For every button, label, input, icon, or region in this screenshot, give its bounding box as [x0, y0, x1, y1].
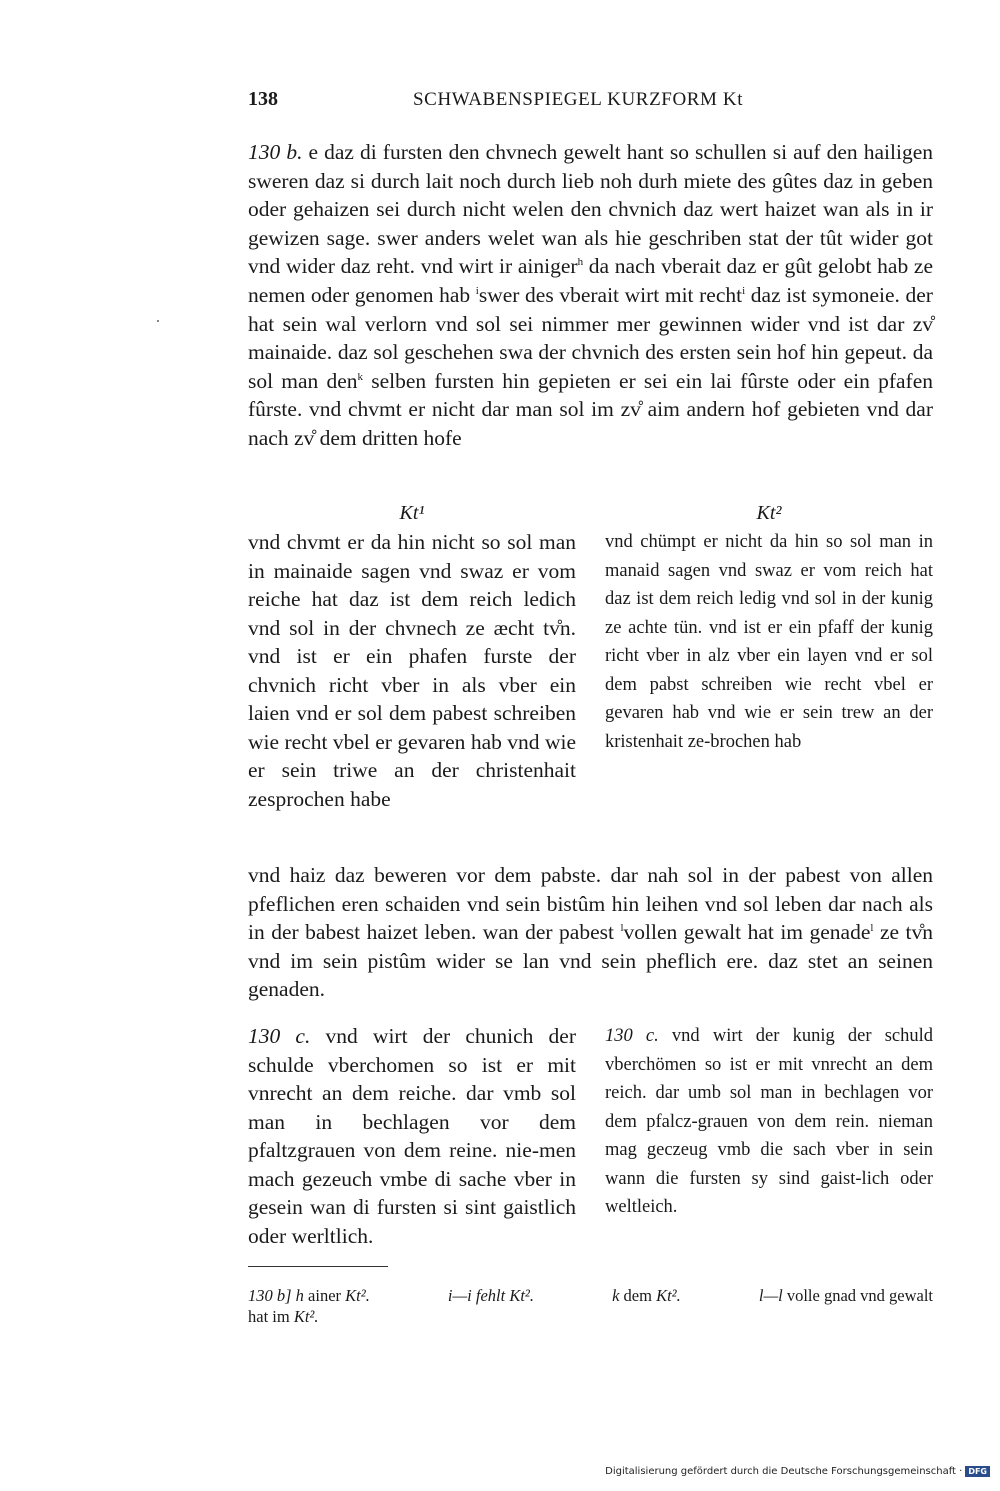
paragraph-text: daz ist symoneie. der hat sein wal verlorn vnd sol sei nimmer mer gewinnen wider vnd ist dar zv̊ mainaide. daz sol geschehen swa der chvnich des ersten sein hof hin gepeut. da sol man den [248, 282, 933, 393]
paragraph-text: swer des vberait wirt mit recht [478, 282, 743, 307]
footnote-h [248, 1285, 370, 1306]
column-text-130c-kt2 [605, 1022, 933, 1222]
footnote-text: ainer [303, 1286, 346, 1305]
running-title: SCHWABENSPIEGEL KURZFORM Kt [413, 89, 744, 110]
digitization-credit [605, 1466, 990, 1477]
paragraph-text: vollen gewalt hat im genade [623, 920, 871, 945]
siglum: Kt². [293, 1307, 319, 1326]
credit-text: Digitalisierung gefördert durch die Deutsche Forschungsgemeinschaft · [605, 1466, 963, 1477]
paragraph-text: e daz di fursten den chvnech gewelt hant so schullen si auf den hailigen sweren daz si durch lait noch durch lieb noh durh miete des gûtes daz in geben oder gehaizen sei durch nicht welen den chvnich daz wert haizet wan als in ir gewizen sage. swer anders welet wan als hie geschriben stat der tût wider got vnd wider daz reht. vnd wirt ir ainiger [248, 140, 933, 279]
footnote-rule [248, 1266, 388, 1267]
paragraph-text: da nach vberait daz er gût gelobt hab ze nemen oder genomen hab [248, 254, 933, 307]
page-header [248, 88, 933, 118]
footnote-ref: k [612, 1286, 620, 1305]
column-kt1 [248, 498, 576, 813]
column-heading-kt1: Kt¹ [399, 502, 425, 524]
footnote-text: volle gnad vnd gewalt [782, 1286, 933, 1305]
footnote-marker: k [357, 370, 364, 383]
footnote-text: dem [619, 1286, 657, 1305]
footnote-ref: l—l [758, 1286, 783, 1305]
footnotes [248, 1285, 933, 1327]
footnote-marker: i [742, 284, 746, 297]
footnote-ref: 130 b] h [248, 1286, 304, 1305]
dfg-logo: DFG [965, 1466, 990, 1477]
section-ref: 130 c. [605, 1026, 659, 1046]
paragraph-continuation [248, 861, 933, 1004]
footnote-l [759, 1285, 933, 1306]
footnote-marker: h [577, 256, 584, 269]
footnote-line [248, 1306, 933, 1327]
paragraph-130b [248, 138, 933, 453]
paragraph-text: ze tv̊n vnd im sein pistûm wider se lan vnd sein pheflich ere. daz stet an seinen genaden. [248, 920, 934, 1002]
page [248, 88, 934, 1326]
column-kt2 [605, 498, 933, 813]
footnote-marker: i [475, 284, 479, 297]
section-ref: 130 b. [248, 140, 303, 164]
siglum: Kt². [345, 1286, 370, 1305]
column-text: vnd wirt der kunig der schuld vberchömen so ist er mit vnrecht an dem reich. dar umb sol man in bechlagen vor dem pfalcz-grauen von dem rein. nieman mag geczeug vmb die sach vber in sein wann die fursten sy sind gaist-lich oder weltleich. [605, 1026, 933, 1217]
parallel-columns-2 [248, 1022, 933, 1250]
parallel-columns-1 [248, 498, 933, 813]
section-ref: 130 c. [248, 1024, 311, 1048]
column-text-kt2: vnd chümpt er nicht da hin so sol man in manaid sagen vnd swaz er vom reich hat daz ist dem reich ledig vnd sol in der kunig ze achte tün. vnd ist er ein pfaff der kunig richt vber in alz vber ein layen vnd er sol dem pabst schreiben wie recht vbel er gevaren hab vnd wie er sein trew an der kristenhait ze-brochen hab [605, 532, 933, 752]
footnote-text: hat im [248, 1307, 294, 1326]
column-text-130c-kt1 [248, 1022, 576, 1250]
column-130c-kt2 [605, 1022, 933, 1250]
footnote-line [248, 1285, 933, 1306]
paragraph-text: selben fursten hin gepieten er sei ein lai fûrste oder ein pfafen fûrste. vnd chvmt er nicht dar man sol im zv̊ aim andern hof gebieten vnd dar nach zv̊ dem dritten hofe [248, 368, 933, 450]
siglum: Kt². [656, 1286, 681, 1305]
scan-speck [157, 320, 159, 322]
footnote-ref: i—i fehlt Kt². [447, 1286, 534, 1305]
column-text-kt1: vnd chvmt er da hin nicht so sol man in mainaide sagen vnd swaz er vom reiche hat daz ist dem reich ledich vnd sol in der chvnech ze æcht tv̊n. vnd ist er ein phafen furste der chvnich richt vber in als vber ein laien vnd er sol dem pabest schreiben wie recht vbel er gevaren hab vnd wie er sein triwe an der christenhait zesprochen habe [248, 530, 576, 811]
footnote-marker: l [620, 922, 624, 935]
footnote-marker: l [870, 922, 874, 935]
column-text: vnd wirt der chunich der schulde vberchomen so ist er mit vnrecht an dem reiche. dar vmb sol man in bechlagen vor dem pfaltzgrauen von dem reine. nie-men mach gezeuch vmbe di sache vber in gesein wan di fursten si sint gaistlich oder werltlich. [248, 1024, 576, 1248]
footnote-i [448, 1285, 534, 1306]
column-heading-kt2: Kt² [756, 502, 782, 524]
paragraph-text: vnd haiz daz beweren vor dem pabste. dar nah sol in der pabest von allen pfeflichen eren schaiden vnd sein bistûm hin leihen vnd sol leben dar nach als in der babest haizet leben. wan der pabest [248, 863, 933, 945]
footnote-k [612, 1285, 681, 1306]
column-130c-kt1 [248, 1022, 576, 1250]
page-number: 138 [248, 88, 278, 110]
